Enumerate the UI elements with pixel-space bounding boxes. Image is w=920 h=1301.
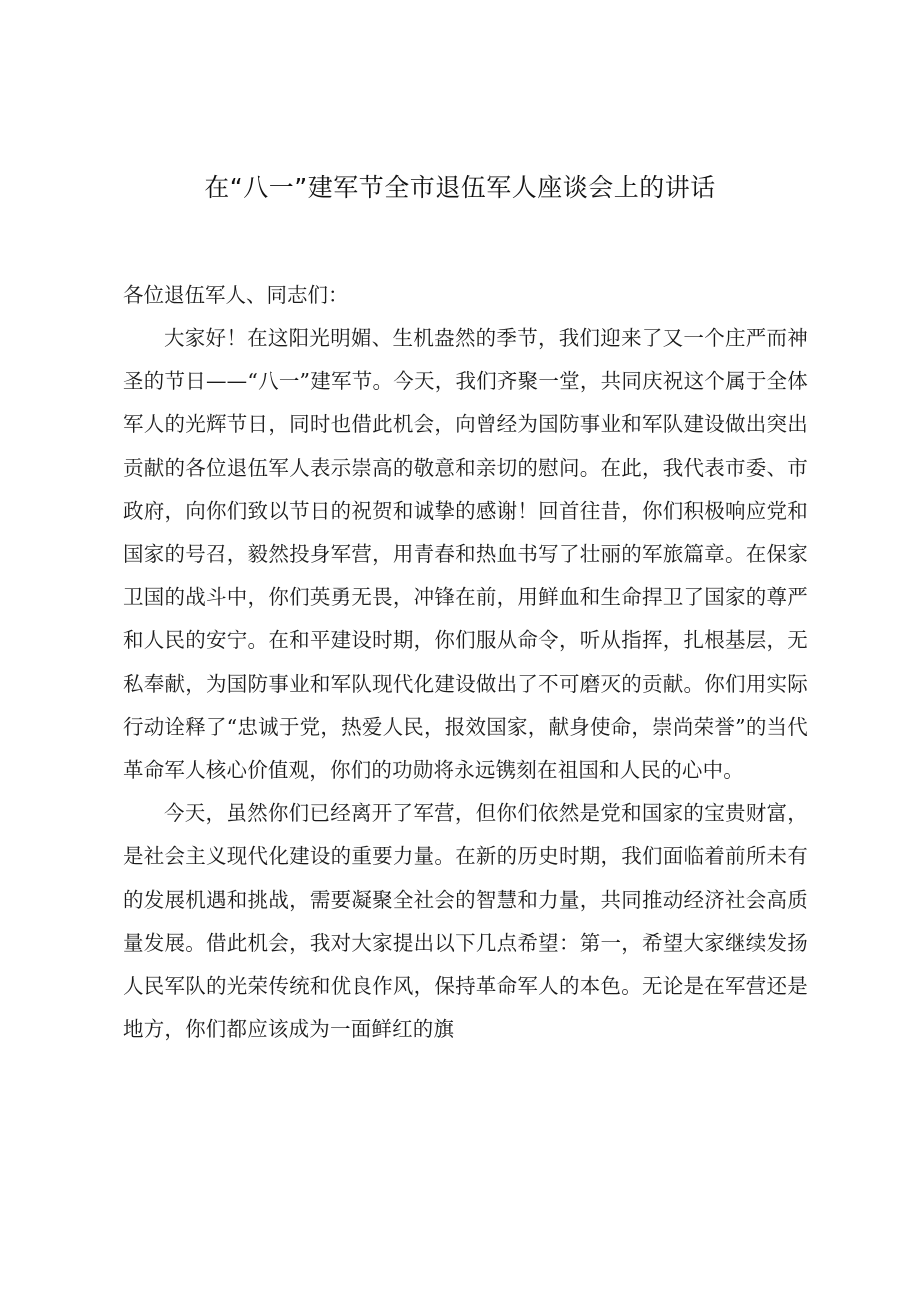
paragraph-1: 大家好！在这阳光明媚、生机盎然的季节，我们迎来了又一个庄严而神圣的节日——“八一”建军节。今天，我们齐聚一堂，共同庆祝这个属于全体军人的光辉节日，同时也借此机会，向曾经为国防事业和军队建设做出突出贡献的各位退伍军人表示崇高的敬意和亲切的慰问。在此，我代表市委、市政府，向你们致以节日的祝贺和诚挚的感谢！回首往昔，你们积极响应党和国家的号召，毅然投身军营，用青春和热血书写了壮丽的军旅篇章。在保家卫国的战斗中，你们英勇无畏，冲锋在前，用鲜血和生命捍卫了国家的尊严和人民的安宁。在和平建设时期，你们服从命令，听从指挥，扎根基层，无私奉献，为国防事业和军队现代化建设做出了不可磨灭的贡献。你们用实际行动诠释了“忠诚于党，热爱人民，报效国家，献身使命，崇尚荣誉”的当代革命军人核心价值观，你们的功勋将永远镌刻在祖国和人民的心中。 bbox=[123, 326, 808, 783]
document-body bbox=[123, 274, 808, 1051]
salutation: 各位退伍军人、同志们： bbox=[123, 283, 349, 307]
document-title: 在“八一”建军节全市退伍军人座谈会上的讲话 bbox=[204, 173, 716, 202]
paragraph-2: 今天，虽然你们已经离开了军营，但你们依然是党和国家的宝贵财富，是社会主义现代化建设的重要力量。在新的历史时期，我们面临着前所未有的发展机遇和挑战，需要凝聚全社会的智慧和力量，共同推动经济社会高质量发展。借此机会，我对大家提出以下几点希望：第一，希望大家继续发扬人民军队的光荣传统和优良作风，保持革命军人的本色。无论是在军营还是地方，你们都应该成为一面鲜红的旗 bbox=[123, 801, 808, 1042]
